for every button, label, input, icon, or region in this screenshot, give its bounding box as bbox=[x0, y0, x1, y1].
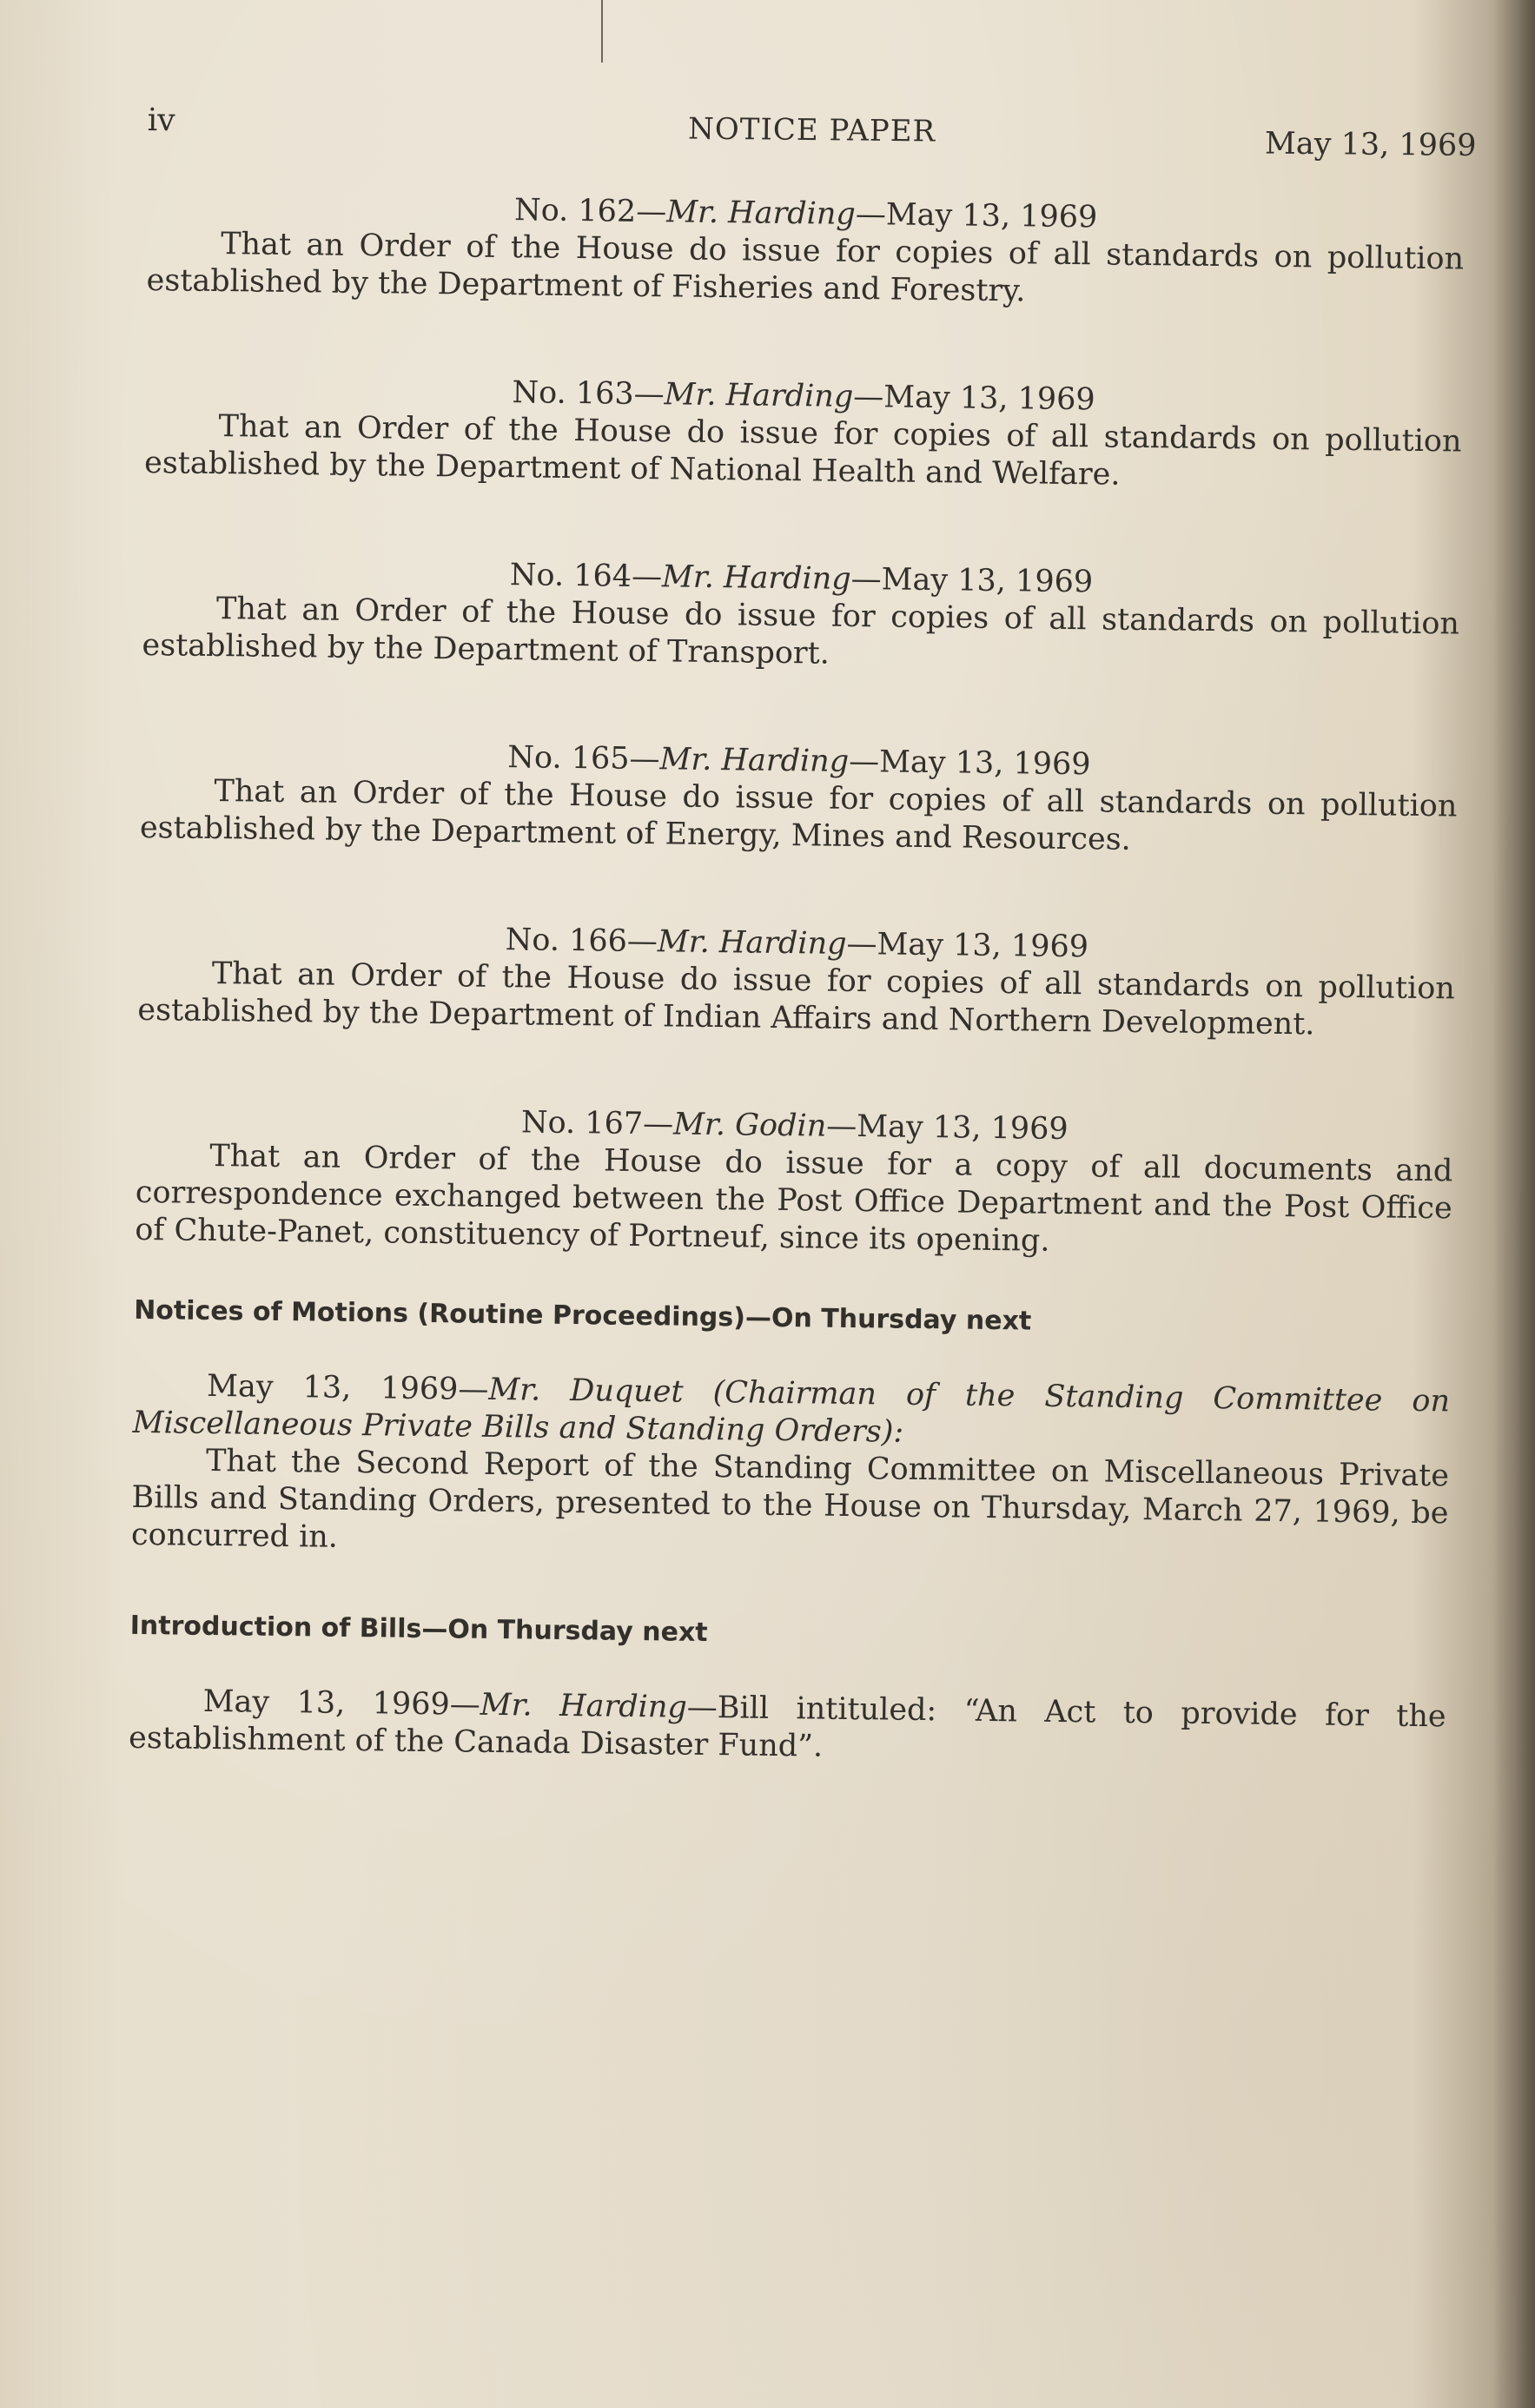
notice-member: Mr. Harding bbox=[657, 924, 847, 962]
notice-member: Mr. Harding bbox=[661, 559, 851, 597]
notice-167 bbox=[135, 1099, 1453, 1266]
notice-heading: No. 164—Mr. Harding—May 13, 1969 bbox=[509, 558, 1094, 600]
notice-163 bbox=[144, 369, 1462, 499]
bill-date: May 13, 1969 bbox=[202, 1684, 451, 1723]
notice-number: No. 163 bbox=[512, 375, 634, 412]
notice-member: Mr. Harding bbox=[665, 195, 857, 232]
notice-date: May 13, 1969 bbox=[878, 744, 1091, 783]
notice-date: May 13, 1969 bbox=[883, 380, 1095, 418]
notice-166 bbox=[137, 916, 1455, 1046]
notice-number: No. 166 bbox=[505, 923, 628, 959]
notice-number: No. 167 bbox=[520, 1105, 644, 1142]
notice-date: May 13, 1969 bbox=[877, 927, 1089, 965]
notice-text: That an Order of the House do issue for copies of all standards on pollution established by the Department of Indian Affairs and Northern Development. bbox=[137, 956, 1456, 1042]
bill-entry: May 13, 1969—Mr. Harding—Bill intituled: “An Act to provide for the establishment of the Canada Disaster Fund”. bbox=[128, 1684, 1446, 1764]
notice-heading: No. 165—Mr. Harding—May 13, 1969 bbox=[507, 740, 1091, 783]
notice-165 bbox=[140, 734, 1458, 863]
notice-member: Mr. Godin bbox=[672, 1107, 827, 1144]
notice-date: May 13, 1969 bbox=[857, 1109, 1069, 1148]
notice-text: That an Order of the House do issue for a copy of all documents and correspondence exchanged between the Post Office Department and the Post Office of Chute-Panet, constituency of Portneuf, since its opening. bbox=[135, 1138, 1453, 1259]
notice-162 bbox=[146, 187, 1464, 316]
motion-date: May 13, 1969 bbox=[206, 1368, 459, 1407]
notice-heading: No. 162—Mr. Harding—May 13, 1969 bbox=[513, 193, 1098, 235]
notice-date: May 13, 1969 bbox=[885, 197, 1098, 235]
notice-heading: No. 167—Mr. Godin—May 13, 1969 bbox=[520, 1105, 1069, 1148]
paper-title: NOTICE PAPER bbox=[687, 111, 936, 149]
motion-capacity: (Chairman of the Standing Committee on Miscellaneous Private Bills and Standing Orders): bbox=[132, 1375, 1451, 1450]
page-edge-shadow bbox=[1493, 0, 1535, 2408]
notice-number: No. 164 bbox=[509, 558, 632, 594]
notice-text: That an Order of the House do issue for copies of all standards on pollution established by the Department of Energy, Mines and Resources. bbox=[139, 773, 1458, 857]
bill-member: Mr. Harding bbox=[480, 1687, 688, 1725]
motions-section-heading: Notices of Motions (Routine Proceedings)—On Thursday next bbox=[133, 1294, 1032, 1337]
notice-member: Mr. Harding bbox=[659, 742, 850, 779]
motion-member: Mr. Duquet bbox=[488, 1372, 684, 1410]
notice-number: No. 165 bbox=[507, 740, 630, 777]
header-date: May 13, 1969 bbox=[1264, 126, 1477, 164]
bill-text: Bill intituled: “An Act to provide for the establishment of the Canada Disaster Fund”. bbox=[128, 1690, 1446, 1764]
motion-text: That the Second Report of the Standing Committee on Miscellaneous Private Bills and Standing Orders, presented to the House on Thursday, March 27, 1969, be concurred in. bbox=[130, 1443, 1450, 1555]
notice-164 bbox=[142, 552, 1459, 681]
notice-heading: No. 163—Mr. Harding—May 13, 1969 bbox=[512, 375, 1095, 418]
motion-intro: May 13, 1969—Mr. Duquet (Chairman of the Standing Committee on Miscellaneous Private Bills and Standing Orders): bbox=[132, 1368, 1451, 1450]
notice-date: May 13, 1969 bbox=[881, 562, 1094, 600]
notice-number: No. 162 bbox=[513, 193, 637, 229]
bills-section-heading: Introduction of Bills—On Thursday next bbox=[129, 1610, 708, 1648]
notice-text: That an Order of the House do issue for copies of all standards on pollution established by the Department of Fisheries and Forestry. bbox=[146, 227, 1465, 309]
notice-heading: No. 166—Mr. Harding—May 13, 1969 bbox=[505, 923, 1089, 965]
page-body bbox=[129, 187, 1465, 1773]
page-header bbox=[147, 97, 1477, 172]
fold-mark bbox=[601, 0, 603, 63]
page-folio: iv bbox=[147, 102, 175, 139]
notice-text: That an Order of the House do issue for copies of all standards on pollution established by the Department of Transport. bbox=[142, 592, 1460, 671]
notice-member: Mr. Harding bbox=[664, 377, 854, 414]
notice-text: That an Order of the House do issue for copies of all standards on pollution established by the Department of National Health and Welfare. bbox=[143, 409, 1462, 493]
